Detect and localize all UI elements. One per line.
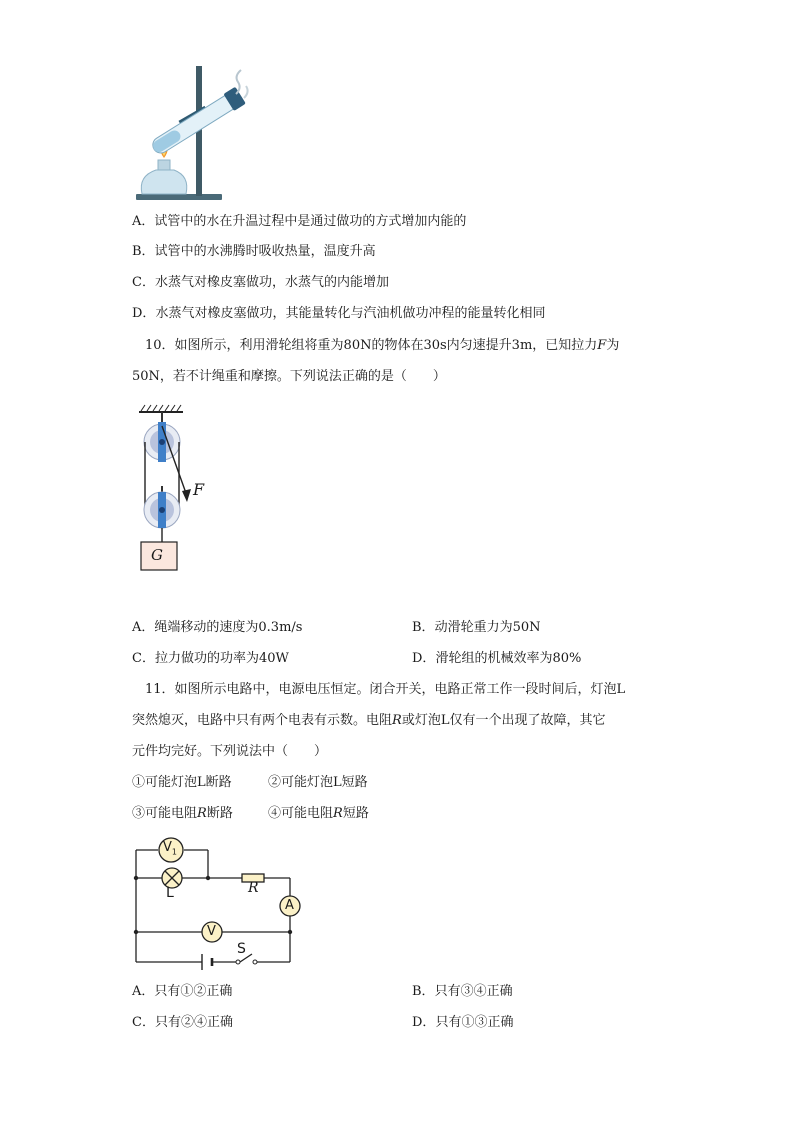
q11-stem-text-a: 突然熄灭，电路中只有两个电表有示数。电阻: [132, 713, 393, 728]
circuit-figure: [128, 834, 304, 970]
q11-option-b-letter: B．: [412, 984, 435, 999]
q10-stem-line1: [145, 336, 619, 356]
q10-option-c-letter: C．: [132, 651, 155, 666]
q11-option-c[interactable]: [132, 1013, 233, 1033]
circuit-switch-label: S: [237, 941, 246, 957]
q11-option-c-letter: C．: [132, 1015, 155, 1030]
q11-option-a-letter: A．: [132, 984, 155, 999]
pulley-weight-label: G: [151, 546, 163, 564]
heating-apparatus-figure: [128, 58, 253, 208]
q11-stem-line1: 11．如图所示电路中，电源电压恒定。闭合开关，电路正常工作一段时间后，灯泡L: [145, 682, 626, 697]
q9-option-d[interactable]: [132, 304, 545, 324]
q9-option-c[interactable]: [132, 273, 389, 293]
q11-option-a-text: 只有①②正确: [154, 984, 233, 999]
q10-option-d[interactable]: [412, 649, 581, 669]
q10-option-d-letter: D．: [412, 651, 436, 666]
q11-statement-3: [132, 804, 233, 824]
q9-option-a[interactable]: [132, 212, 466, 232]
q11-statement-2: ②可能灯泡L短路: [268, 775, 368, 790]
q10-option-c-text: 拉力做功的功率为40W: [154, 651, 289, 666]
pulley-force-label: F: [193, 480, 205, 499]
q9-option-b[interactable]: [132, 242, 376, 262]
circuit-v1-label: [163, 840, 177, 857]
q10-option-a[interactable]: [132, 618, 302, 638]
q9-option-a-text: 试管中的水在升温过程中是通过做功的方式增加内能的: [154, 214, 467, 229]
pulley-figure: [135, 402, 225, 574]
q11-statement-3-a: ③可能电阻: [132, 806, 198, 821]
q9-option-d-text: 水蒸气对橡皮塞做功，其能量转化与汽油机做功冲程的能量转化相同: [155, 306, 546, 321]
q11-statement-3-b: 断路: [206, 806, 233, 821]
q11-statement-4-a: ④可能电阻: [268, 806, 334, 821]
q11-statement-4: [268, 804, 369, 824]
q11-stem-line3: 元件均完好。下列说法中（ ）: [132, 744, 328, 759]
circuit-lamp-label: L: [166, 885, 174, 901]
q11-option-d-letter: D．: [412, 1015, 436, 1030]
q11-statement-1: ①可能灯泡L断路: [132, 775, 232, 790]
q9-option-d-letter: D．: [132, 306, 156, 321]
q11-option-a[interactable]: [132, 982, 232, 1002]
q11-option-b-text: 只有③④正确: [434, 984, 513, 999]
q11-option-b[interactable]: [412, 982, 513, 1002]
q11-option-c-text: 只有②④正确: [154, 1015, 233, 1030]
circuit-voltmeter-label: V: [207, 924, 216, 939]
q9-option-b-letter: B．: [132, 244, 155, 259]
q10-option-b-letter: B．: [412, 620, 435, 635]
q11-stem-line2: [132, 711, 605, 731]
q11-statement-4-r: R: [333, 806, 343, 821]
circuit-v1-subscript: 1: [171, 847, 177, 857]
q10-option-b[interactable]: [412, 618, 540, 638]
q9-option-a-letter: A．: [132, 214, 155, 229]
q11-statement-4-b: 短路: [342, 806, 369, 821]
q10-force-symbol: F: [597, 338, 607, 353]
q10-option-a-letter: A．: [132, 620, 155, 635]
q11-resistor-symbol: R: [392, 713, 402, 728]
q11-statement-3-r: R: [197, 806, 207, 821]
q10-stem-text: 10．如图所示，利用滑轮组将重为80N的物体在30s内匀速提升3m，已知拉力: [145, 338, 598, 353]
circuit-ammeter-label: A: [285, 898, 294, 913]
q11-option-d-text: 只有①③正确: [435, 1015, 514, 1030]
q10-stem-end: 为: [606, 338, 620, 353]
q9-option-c-letter: C．: [132, 275, 155, 290]
q10-option-b-text: 动滑轮重力为50N: [434, 620, 541, 635]
q11-stem-text-b: 或灯泡L仅有一个出现了故障，其它: [401, 713, 606, 728]
circuit-v1-letter: V: [163, 840, 172, 855]
q10-option-d-text: 滑轮组的机械效率为80%: [435, 651, 582, 666]
circuit-resistor-label: R: [248, 880, 259, 896]
q10-stem-line2: 50N，若不计绳重和摩擦。下列说法正确的是（ ）: [132, 369, 446, 384]
q10-option-c[interactable]: [132, 649, 289, 669]
q10-option-a-text: 绳端移动的速度为0.3m/s: [154, 620, 303, 635]
q9-option-c-text: 水蒸气对橡皮塞做功，水蒸气的内能增加: [154, 275, 389, 290]
q11-option-d[interactable]: [412, 1013, 513, 1033]
q9-option-b-text: 试管中的水沸腾时吸收热量，温度升高: [154, 244, 376, 259]
